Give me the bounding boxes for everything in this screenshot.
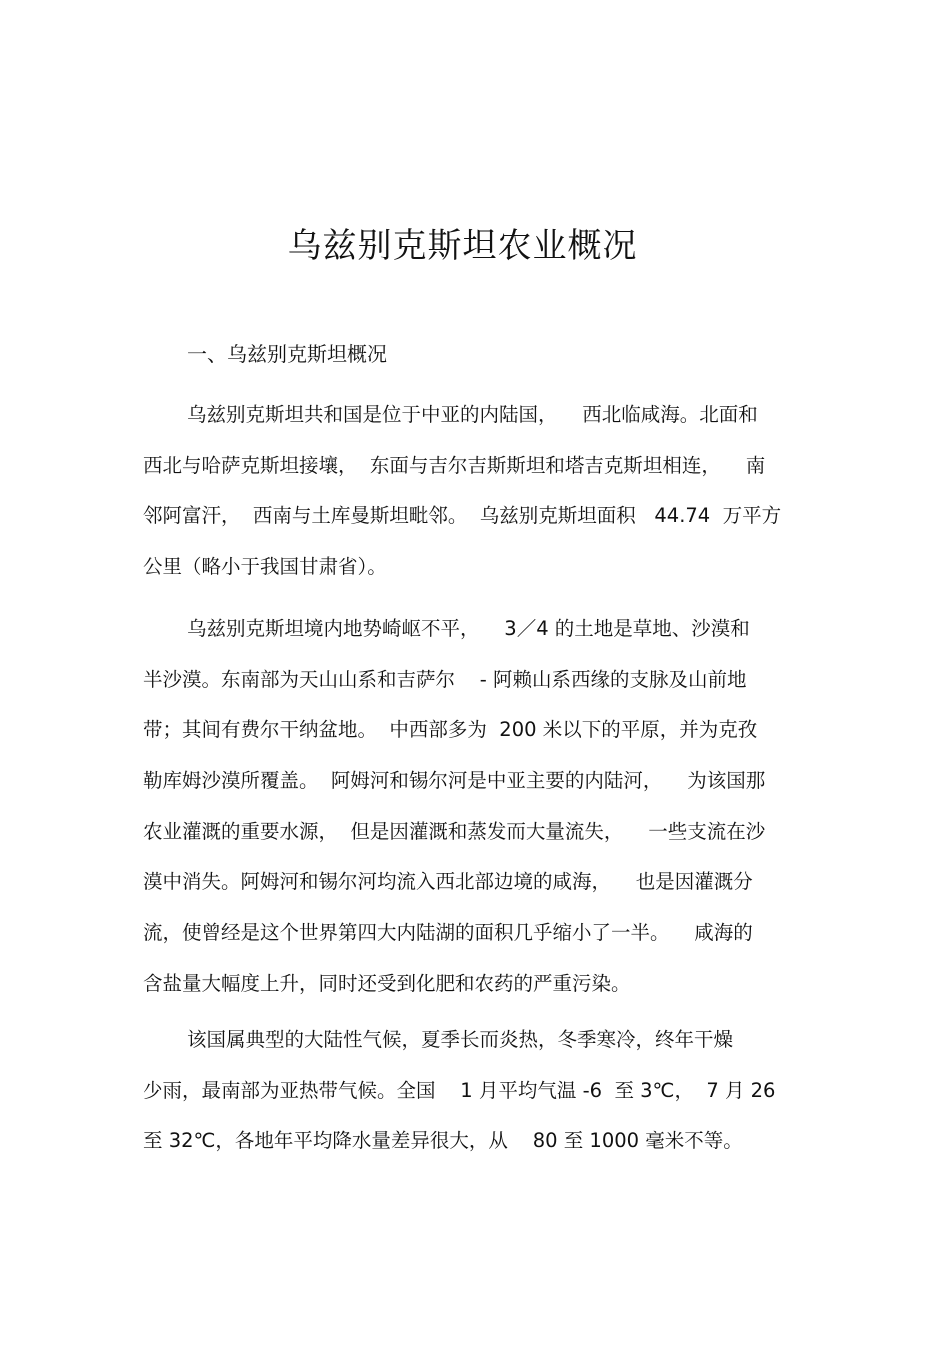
text-line: 邻阿富汗， 西南与土库曼斯坦毗邻。 乌兹别克斯坦面积 44.74 万平方 (143, 504, 782, 528)
text-line: 漠中消失。阿姆河和锡尔河均流入西北部边境的咸海， 也是因灌溉分 (143, 870, 753, 894)
text-line: 乌兹别克斯坦共和国是位于中亚的内陆国， 西北临咸海。北面和 (187, 403, 758, 426)
paragraph-overview (143, 390, 781, 593)
text-line: 至 32℃，各地年平均降水量差异很大，从 80 至 1000 毫米不等。 (143, 1129, 743, 1153)
paragraph-terrain (143, 604, 765, 1010)
text-line: 含盐量大幅度上升，同时还受到化肥和农药的严重污染。 (143, 971, 631, 995)
text-line: 勒库姆沙漠所覆盖。 阿姆河和锡尔河是中亚主要的内陆河， 为该国那 (143, 769, 766, 793)
text-line: 带；其间有费尔干纳盆地。 中西部多为 200 米以下的平原，并为克孜 (143, 718, 758, 742)
text-line: 半沙漠。东南部为天山山系和吉萨尔 - 阿赖山系西缘的支脉及山前地 (143, 667, 747, 691)
text-line: 少雨，最南部为亚热带气候。全国 1 月平均气温 -6 至 3℃， 7 月 26 (143, 1078, 776, 1102)
text-line: 乌兹别克斯坦境内地势崎岖不平， 3／4 的土地是草地、沙漠和 (187, 617, 750, 640)
paragraph-climate (143, 1015, 775, 1167)
text-line: 农业灌溉的重要水源， 但是因灌溉和蒸发而大量流失， 一些支流在沙 (143, 819, 766, 843)
text-line: 该国属典型的大陆性气候，夏季长而炎热，冬季寒冷，终年干燥 (187, 1028, 734, 1051)
text-line: 流，使曾经是这个世界第四大内陆湖的面积几乎缩小了一半。 咸海的 (143, 921, 753, 945)
text-line: 西北与哈萨克斯坦接壤， 东面与吉尔吉斯斯坦和塔吉克斯坦相连， 南 (143, 453, 766, 477)
text-line: 公里（略小于我国甘肃省）。 (143, 555, 387, 579)
section-heading: 一、乌兹别克斯坦概况 (187, 342, 387, 366)
document-title: 乌兹别克斯坦农业概况 (287, 226, 638, 266)
